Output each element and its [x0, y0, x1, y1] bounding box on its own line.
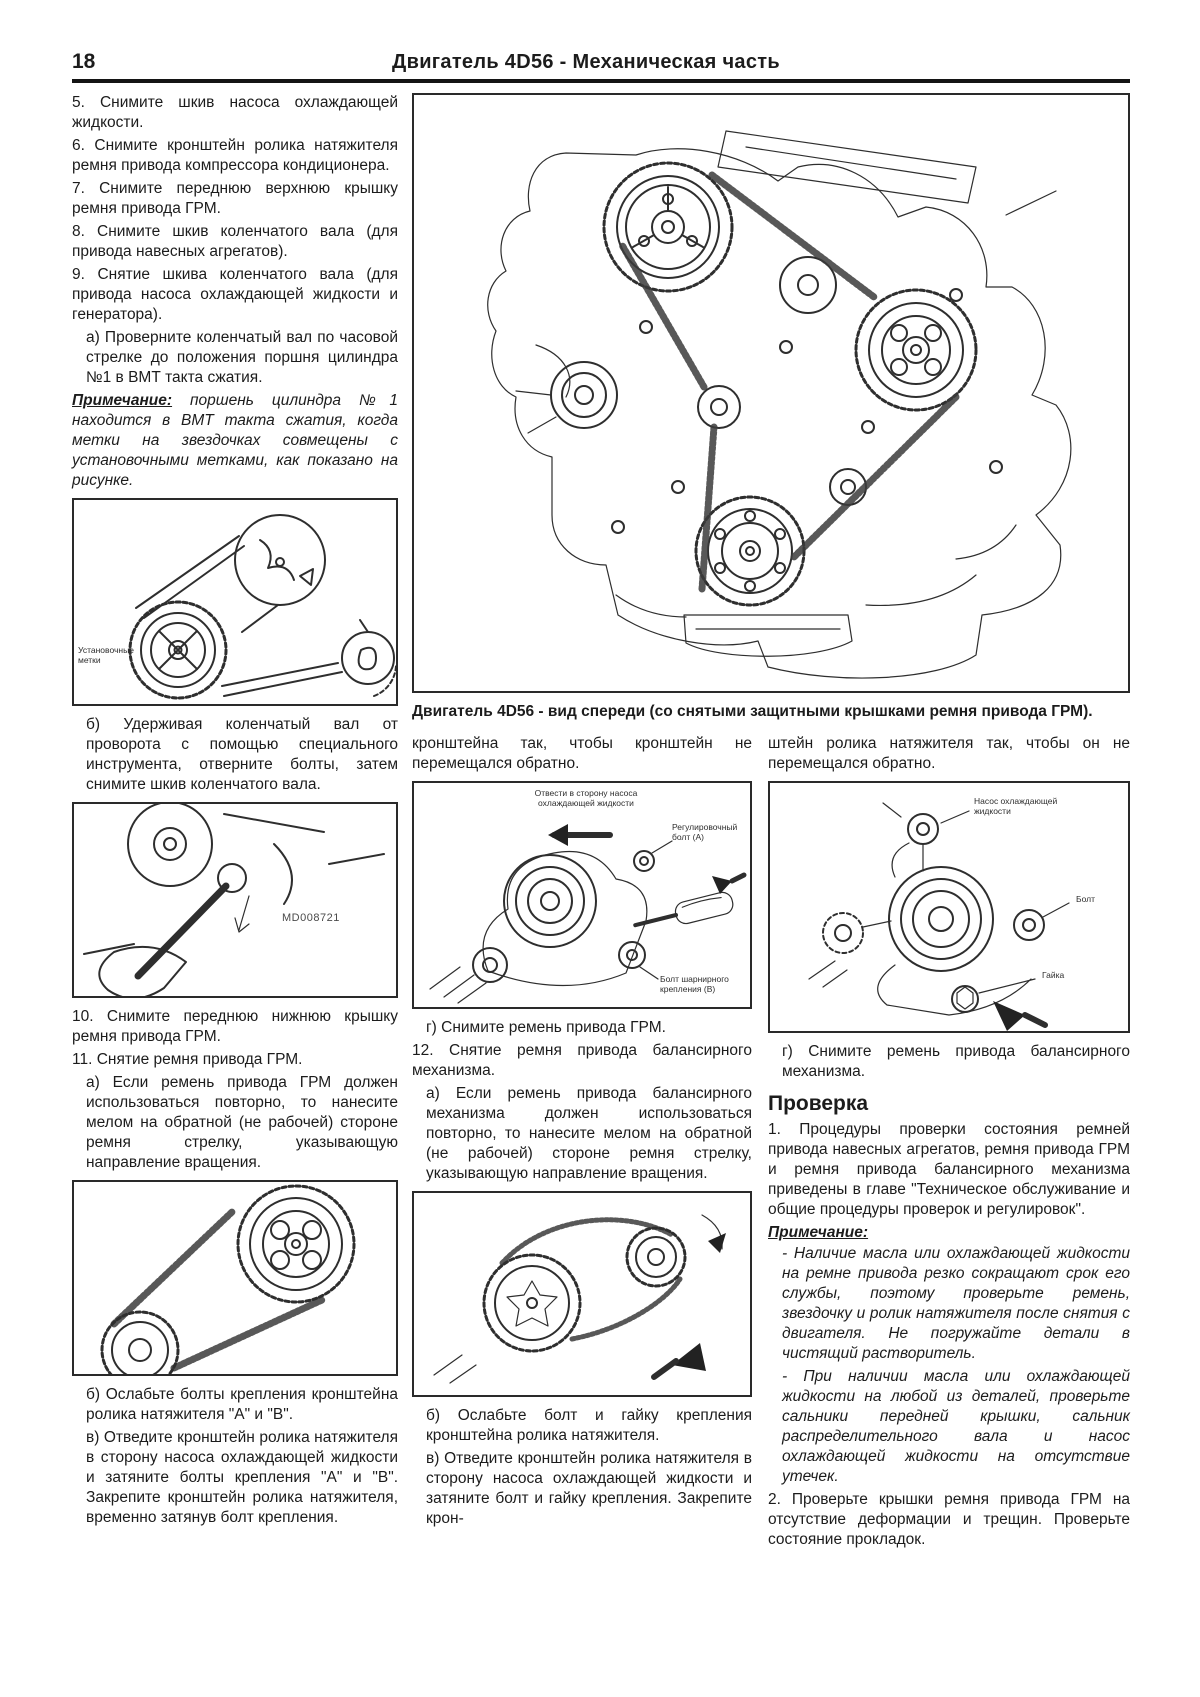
figure-crankshaft-tool: [72, 802, 398, 998]
figure-label-nut: Гайка: [1042, 970, 1065, 980]
page-number: 18: [72, 50, 96, 73]
figure-label-pivot-bolt: Болт шарнирного крепления (В): [660, 974, 729, 994]
figure-timing-marks: [72, 498, 398, 706]
step-9b: б) Удерживая коленчатый вал от проворота с помощью специального инструмента, отверните болты, затем снимите шкив коленчатого вала.: [86, 716, 398, 793]
step-12b: б) Ослабьте болт и гайку крепления кронштейна ролика натяжителя.: [426, 1407, 752, 1444]
step-5: 5. Снимите шкив насоса охлаждающей жидкости.: [72, 94, 398, 131]
step-7: 7. Снимите переднюю верхнюю крышку ремня привода ГРМ.: [72, 180, 398, 217]
check-1: 1. Процедуры проверки состояния ремней привода навесных агрегатов, ремня привода ГРМ и ремня привода балансирного механизма приведены в главе "Техническое обслуживание и общие процедуры проверок и регулировок".: [768, 1121, 1130, 1218]
right-area: [412, 93, 1130, 1553]
check-2: 2. Проверьте крышки ремня привода ГРМ на отсутствие деформации и трещин. Проверьте состояние прокладок.: [768, 1491, 1130, 1548]
step-12g: г) Снимите ремень привода балансирного механизма.: [782, 1043, 1130, 1080]
page-title: Двигатель 4D56 - Механическая часть: [392, 51, 780, 73]
check-note-label: Примечание:: [768, 1224, 869, 1241]
step-9: 9. Снятие шкива коленчатого вала (для привода насоса охлаждающей жидкости и генератора).: [72, 266, 398, 323]
middle-continuation: кронштейна так, чтобы кронштейн не перемещался обратно.: [412, 735, 752, 772]
figure-label-coolant-pump: Насос охлаждающей жидкости: [974, 796, 1058, 816]
step-11v: в) Отведите кронштейн ролика натяжителя в сторону насоса охлаждающей жидкости и затяните болты крепления "А" и "В". Закрепите кронштейн ролика натяжителя, временно затянув болт крепления.: [86, 1429, 398, 1526]
figure-code: MD008721: [282, 912, 340, 924]
check-note-bullet-2: - При наличии масла или охлаждающей жидкости на любой из деталей, проверьте сальники передней крышки, сальник распределительного вала и насос охлаждающей жидкости на отсутствие утечек.: [782, 1368, 1130, 1485]
step-12a: а) Если ремень привода балансирного механизма должен использоваться повторно, то нанесите мелом на обратной (не рабочей) стороне ремня стрелку, указывающую направление вращения.: [426, 1085, 752, 1182]
figure-balancer-belt: [412, 1191, 752, 1397]
note-label: Примечание:: [72, 392, 173, 409]
figure-engine-front-view: [412, 93, 1130, 693]
figure-balancer-tensioner: [768, 781, 1130, 1033]
figure-label-bolt: Болт: [1076, 894, 1095, 904]
left-column: [72, 93, 398, 1553]
right-continuation: штейн ролика натяжителя так, чтобы он не перемещался обратно.: [768, 735, 1130, 772]
step-11a: а) Если ремень привода ГРМ должен использоваться повторно, то нанесите мелом на обратной (не рабочей) стороне ремня стрелку, указывающую направление вращения.: [86, 1074, 398, 1171]
middle-column: [412, 734, 752, 1553]
step-8: 8. Снимите шкив коленчатого вала (для привода навесных агрегатов).: [72, 223, 398, 260]
check-note-bullet-1: - Наличие масла или охлаждающей жидкости на ремне привода резко сокращают срок его службы, поэтому проверьте ремень, звездочку и ролик натяжителя после снятия с двигателя. Не погружайте детали в чистящий растворитель.: [782, 1245, 1130, 1362]
page-header: [72, 50, 1130, 83]
step-12v: в) Отведите кронштейн ролика натяжителя в сторону насоса охлаждающей жидкости и затяните болт и гайку крепления. Закрепите крон-: [426, 1450, 752, 1527]
figure-label-adjusting-bolt: Регулировочный болт (А): [672, 822, 738, 842]
note-text: поршень цилиндра №1 находится в ВМТ такта сжатия, когда метки на звездочках совмещены с установочными метками, как показано на рисунке.: [72, 392, 398, 489]
figure-timing-belt: [72, 1180, 398, 1376]
step-10: 10. Снимите переднюю нижнюю крышку ремня привода ГРМ.: [72, 1008, 398, 1045]
step-6: 6. Снимите кронштейн ролика натяжителя ремня привода компрессора кондиционера.: [72, 137, 398, 174]
figure-tensioner-bracket: [412, 781, 752, 1009]
figure-label-timing-marks: Установочные метки: [78, 645, 134, 665]
step-11: 11. Снятие ремня привода ГРМ.: [72, 1051, 303, 1068]
note-9: [72, 391, 398, 491]
section-heading-check: Проверка: [768, 1092, 869, 1115]
step-11b: б) Ослабьте болты крепления кронштейна ролика натяжителя "А" и "В".: [86, 1386, 398, 1423]
step-9a: а) Проверните коленчатый вал по часовой стрелке до положения поршня цилиндра №1 в ВМТ такта сжатия.: [86, 329, 398, 386]
figure-label-move-direction: Отвести в сторону насоса охлаждающей жидкости: [534, 788, 638, 808]
right-column: [768, 734, 1130, 1553]
step-11g: г) Снимите ремень привода ГРМ.: [426, 1019, 666, 1036]
main-figure-caption: Двигатель 4D56 - вид спереди (со снятыми защитными крышками ремня привода ГРМ).: [412, 703, 1093, 720]
step-12: 12. Снятие ремня привода балансирного механизма.: [412, 1042, 752, 1079]
